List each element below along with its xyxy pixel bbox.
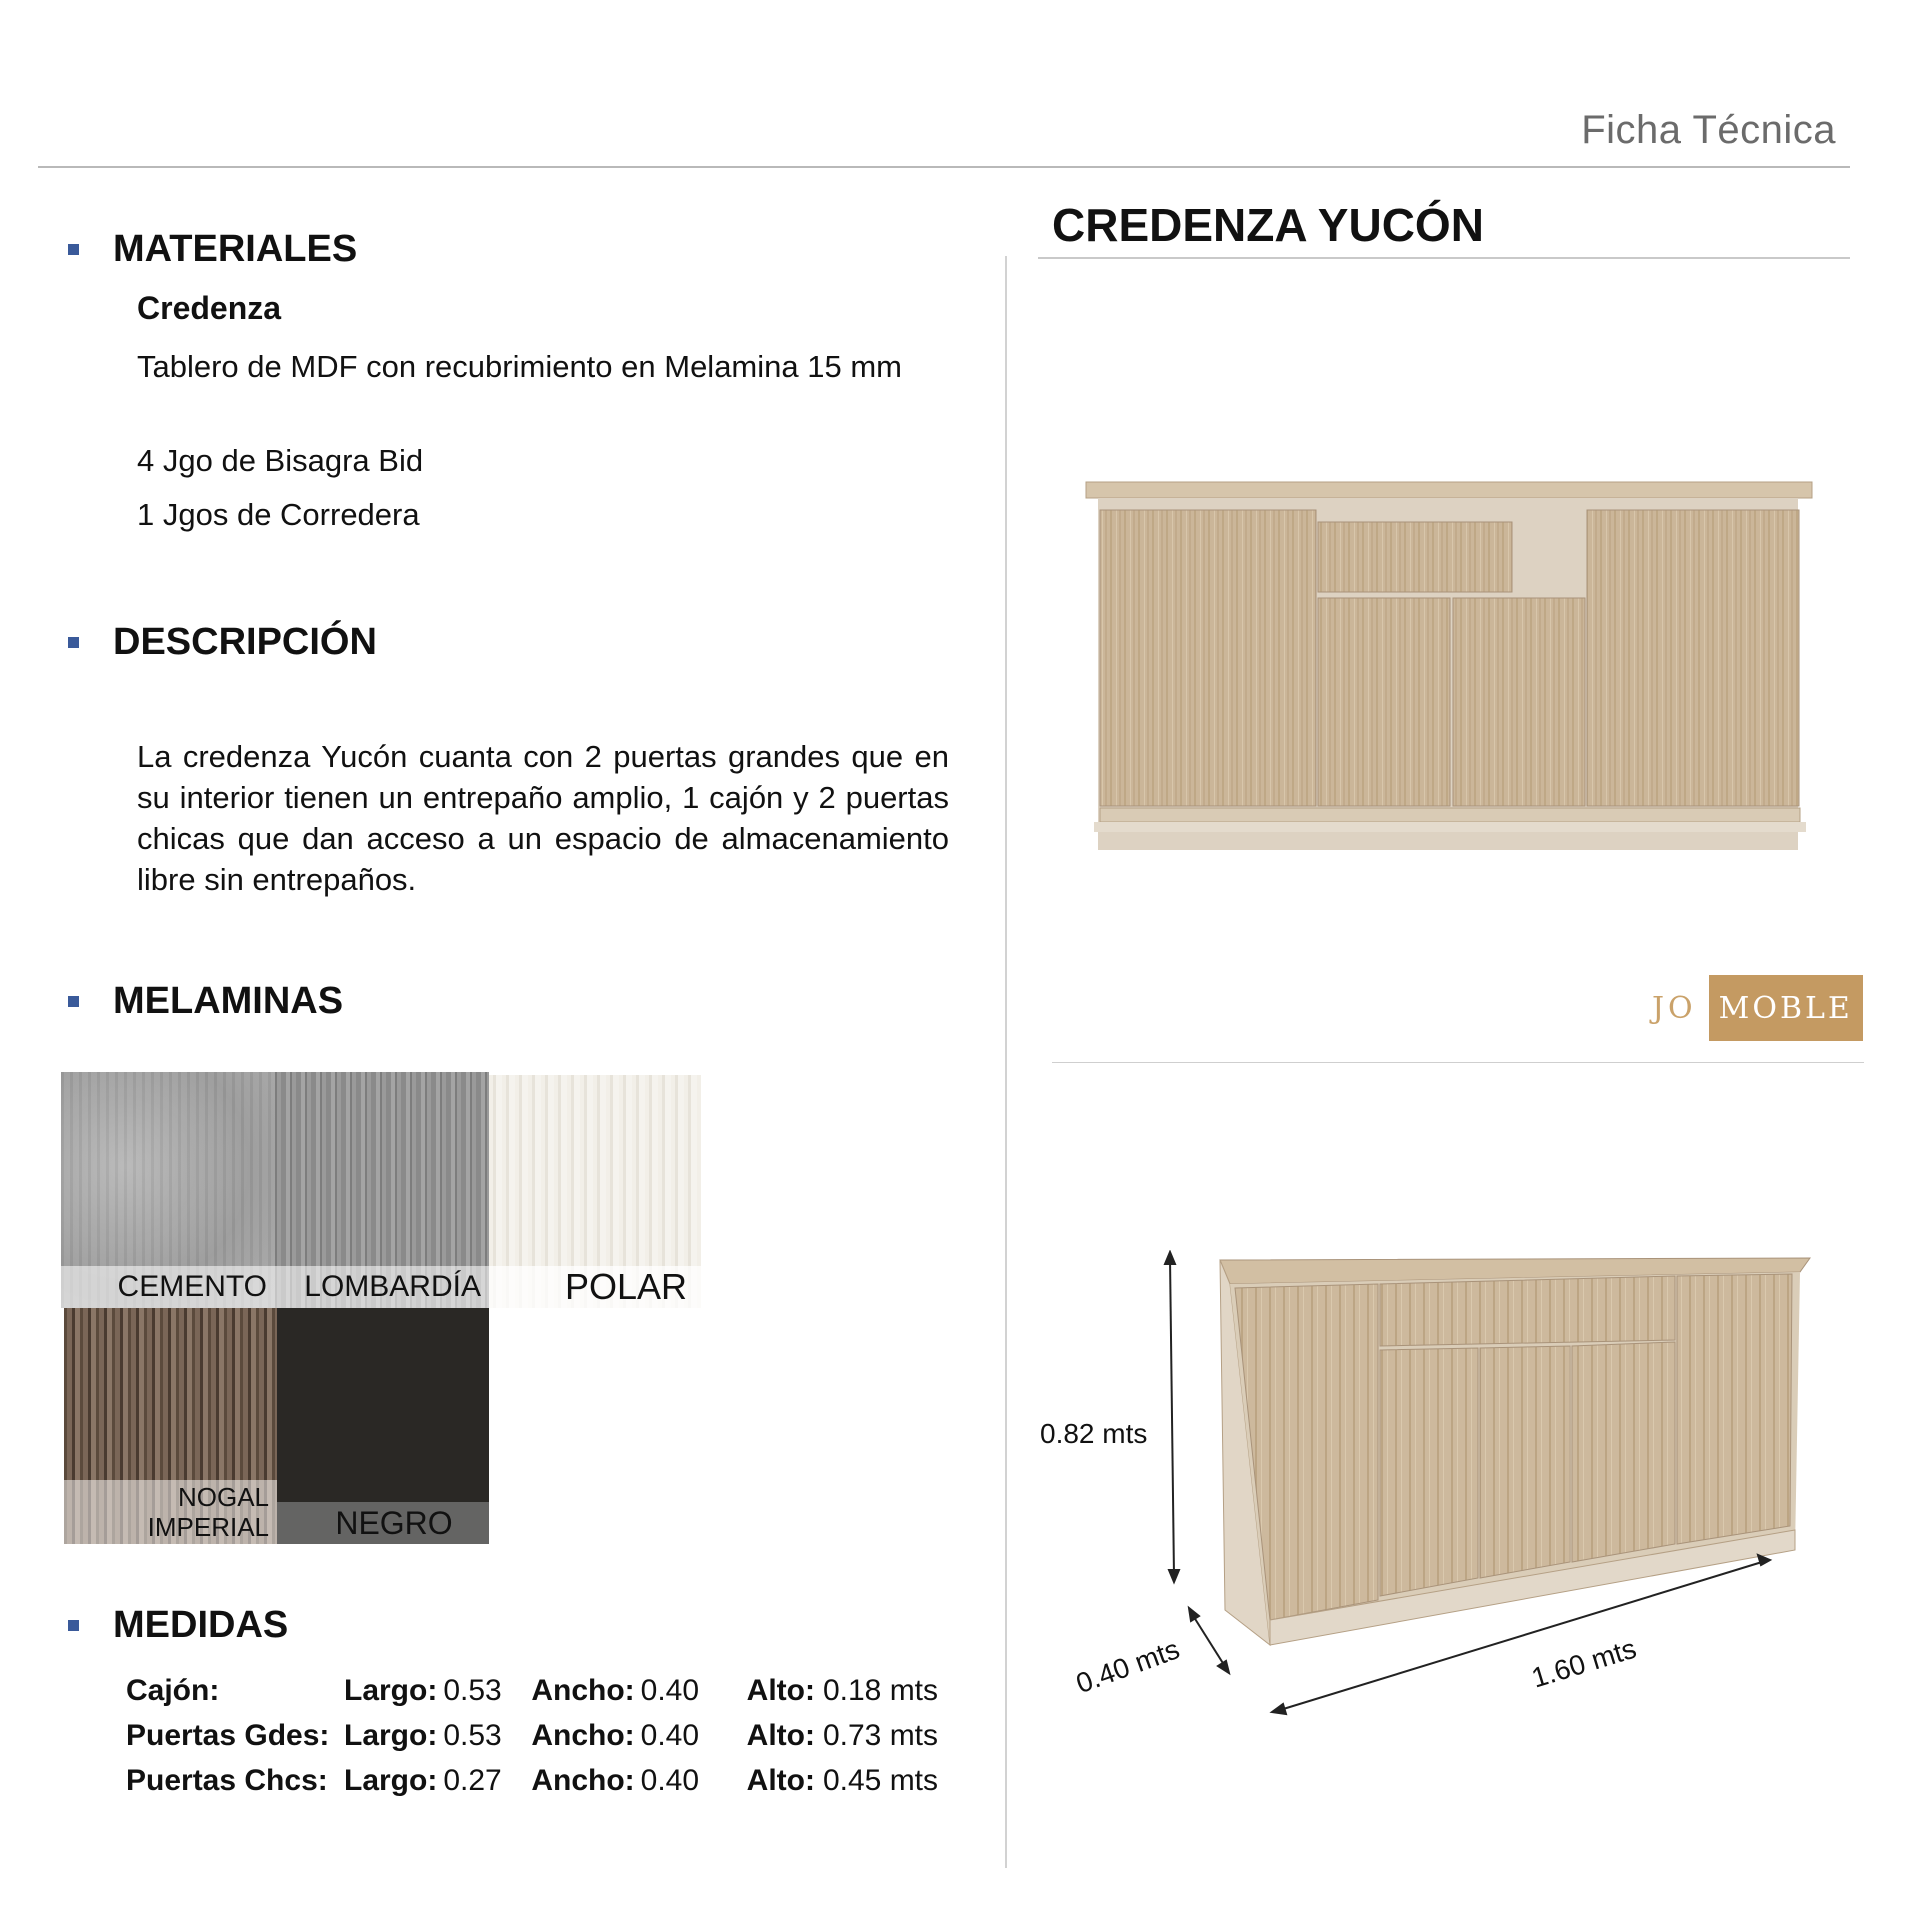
descripcion-heading: DESCRIPCIÓN xyxy=(113,621,377,663)
materiales-subtitle: Credenza xyxy=(137,290,282,326)
swatch-polar xyxy=(489,1075,701,1308)
product-title: CREDENZA YUCÓN xyxy=(1052,199,1484,251)
materiales-item: 4 Jgo de Bisagra Bid xyxy=(137,443,424,478)
swatch-label: POLAR xyxy=(489,1266,701,1308)
medidas-row-name: Cajón: xyxy=(126,1674,220,1707)
swatch-label: NEGRO xyxy=(277,1502,489,1544)
product-title-rule xyxy=(1038,257,1850,259)
alto-label: Alto: xyxy=(746,1719,815,1752)
descripcion-text: La credenza Yucón cuanta con 2 puertas grandes que en su interior tienen un entrepaño amplio, 1 cajón y 2 puertas chicas que dan acceso a un espacio de almacenamiento libre sin entrepaños. xyxy=(137,739,949,897)
medidas-heading: MEDIDAS xyxy=(113,1604,289,1646)
credenza-front-image xyxy=(1080,470,1820,850)
ancho-value: 0.40 xyxy=(640,1764,700,1797)
alto-value: 0.18 mts xyxy=(822,1674,939,1707)
largo-label: Largo: xyxy=(344,1719,438,1752)
swatch-label-line: NOGAL xyxy=(177,1482,269,1512)
dimension-depth-label: 0.40 mts xyxy=(1072,1633,1184,1700)
swatch-label-line: IMPERIAL xyxy=(147,1512,269,1542)
ancho-value: 0.40 xyxy=(640,1719,700,1752)
medidas-row-name: Puertas Chcs: xyxy=(126,1764,328,1797)
medidas-row xyxy=(126,1719,938,1753)
header-divider xyxy=(38,166,1850,168)
ancho-label: Ancho: xyxy=(531,1764,635,1797)
ancho-value: 0.40 xyxy=(640,1674,700,1707)
descripcion-bullet xyxy=(68,637,79,648)
materiales-item: 1 Jgos de Corredera xyxy=(137,497,420,532)
melaminas-heading: MELAMINAS xyxy=(113,980,344,1022)
swatch-label: LOMBARDÍA xyxy=(275,1266,489,1308)
swatch-negro xyxy=(277,1308,489,1544)
largo-value: 0.53 xyxy=(443,1719,502,1752)
medidas-row xyxy=(126,1764,938,1798)
swatch-label xyxy=(64,1480,277,1544)
alto-value: 0.45 mts xyxy=(822,1764,939,1797)
alto-label: Alto: xyxy=(746,1764,815,1797)
largo-value: 0.27 xyxy=(443,1764,502,1797)
medidas-row xyxy=(126,1674,938,1708)
swatch-cemento xyxy=(61,1072,275,1308)
melaminas-bullet xyxy=(68,996,79,1007)
alto-value: 0.73 mts xyxy=(822,1719,939,1752)
medidas-bullet xyxy=(68,1620,79,1631)
logo-text-moble: MOBLE xyxy=(1709,975,1863,1041)
jomoble-logo xyxy=(1652,975,1863,1041)
dimension-width-label: 1.60 mts xyxy=(1528,1632,1640,1694)
logo-text-jo: JO xyxy=(1652,990,1697,1026)
page-header-title: Ficha Técnica xyxy=(1581,108,1836,152)
materiales-bullet xyxy=(68,244,79,255)
ancho-label: Ancho: xyxy=(531,1719,635,1752)
swatch-lombardia xyxy=(275,1072,489,1308)
materiales-heading: MATERIALES xyxy=(113,228,358,270)
column-divider xyxy=(1005,256,1007,1868)
materiales-item: Tablero de MDF con recubrimiento en Melamina 15 mm xyxy=(137,349,902,384)
image-divider xyxy=(1052,1062,1864,1063)
ancho-label: Ancho: xyxy=(531,1674,635,1707)
swatch-label: CEMENTO xyxy=(61,1266,275,1308)
largo-label: Largo: xyxy=(344,1764,438,1797)
largo-value: 0.53 xyxy=(443,1674,502,1707)
alto-label: Alto: xyxy=(746,1674,815,1707)
largo-label: Largo: xyxy=(344,1674,438,1707)
dimension-height-label: 0.82 mts xyxy=(1040,1418,1148,1449)
swatch-nogal-imperial xyxy=(64,1308,277,1544)
medidas-row-name: Puertas Gdes: xyxy=(126,1719,330,1752)
